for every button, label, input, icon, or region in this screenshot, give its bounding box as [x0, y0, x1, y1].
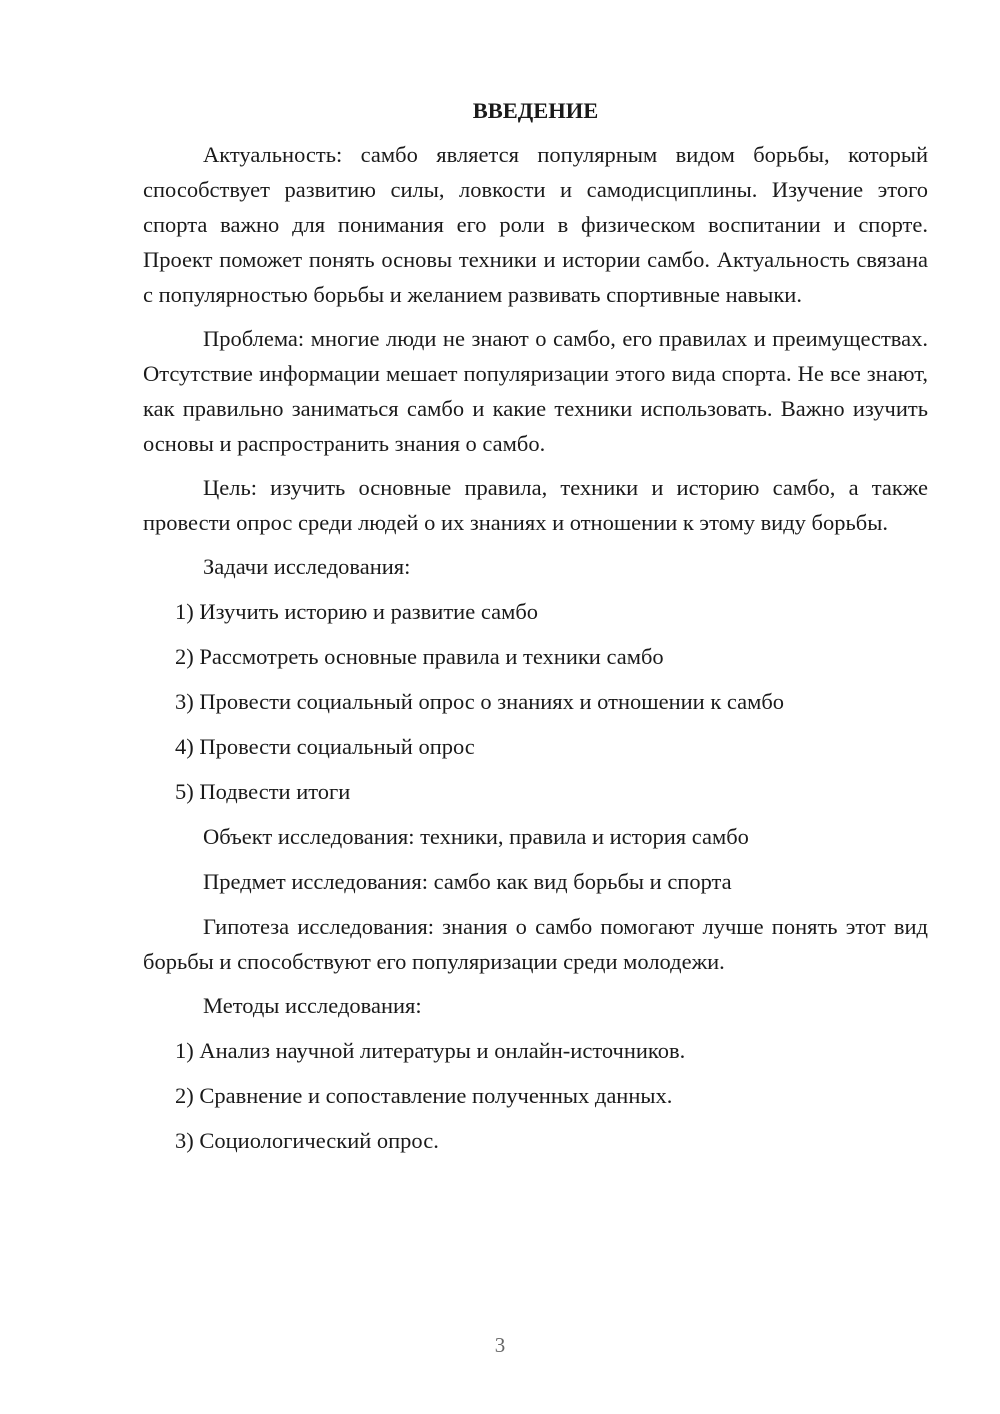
tasks-heading: Задачи исследования: [203, 554, 411, 579]
relevance-paragraph: Актуальность: самбо является популярным видом борьбы, который способствует развитию силы, ловкости и самодисциплины. Изучение этого спорта важно для понимания его роли в физическом воспитании и спорте. Проект поможет понять основы техники и истории самбо. Актуальность связана с популярностью борьбы и желанием развивать спортивные навыки. [143, 142, 928, 307]
method-item: 2) Сравнение и сопоставление полученных данных. [175, 1083, 673, 1108]
methods-heading: Методы исследования: [203, 993, 422, 1018]
research-object: Объект исследования: техники, правила и история самбо [203, 824, 749, 849]
section-title: ВВЕДЕНИЕ [472, 98, 599, 123]
task-item: 5) Подвести итоги [175, 779, 351, 804]
task-item: 4) Провести социальный опрос [175, 734, 475, 759]
task-item: 2) Рассмотреть основные правила и техники самбо [175, 644, 664, 669]
goal-paragraph: Цель: изучить основные правила, техники и историю самбо, а также провести опрос среди людей о их знаниях и отношении к этому виду борьбы. [143, 475, 928, 535]
task-item: 1) Изучить историю и развитие самбо [175, 599, 539, 624]
page-number: 3 [494, 1333, 506, 1357]
method-item: 3) Социологический опрос. [175, 1128, 439, 1153]
research-subject: Предмет исследования: самбо как вид борьбы и спорта [203, 869, 732, 894]
problem-paragraph: Проблема: многие люди не знают о самбо, его правилах и преимуществах. Отсутствие информации мешает популяризации этого вида спорта. Не все знают, как правильно заниматься самбо и какие техники использовать. Важно изучить основы и распространить знания о самбо. [143, 326, 928, 456]
page-content [143, 93, 928, 1168]
hypothesis-paragraph: Гипотеза исследования: знания о самбо помогают лучше понять этот вид борьбы и способствуют его популяризации среди молодежи. [143, 914, 928, 974]
task-item: 3) Провести социальный опрос о знаниях и отношении к самбо [175, 689, 785, 714]
method-item: 1) Анализ научной литературы и онлайн-источников. [175, 1038, 686, 1063]
